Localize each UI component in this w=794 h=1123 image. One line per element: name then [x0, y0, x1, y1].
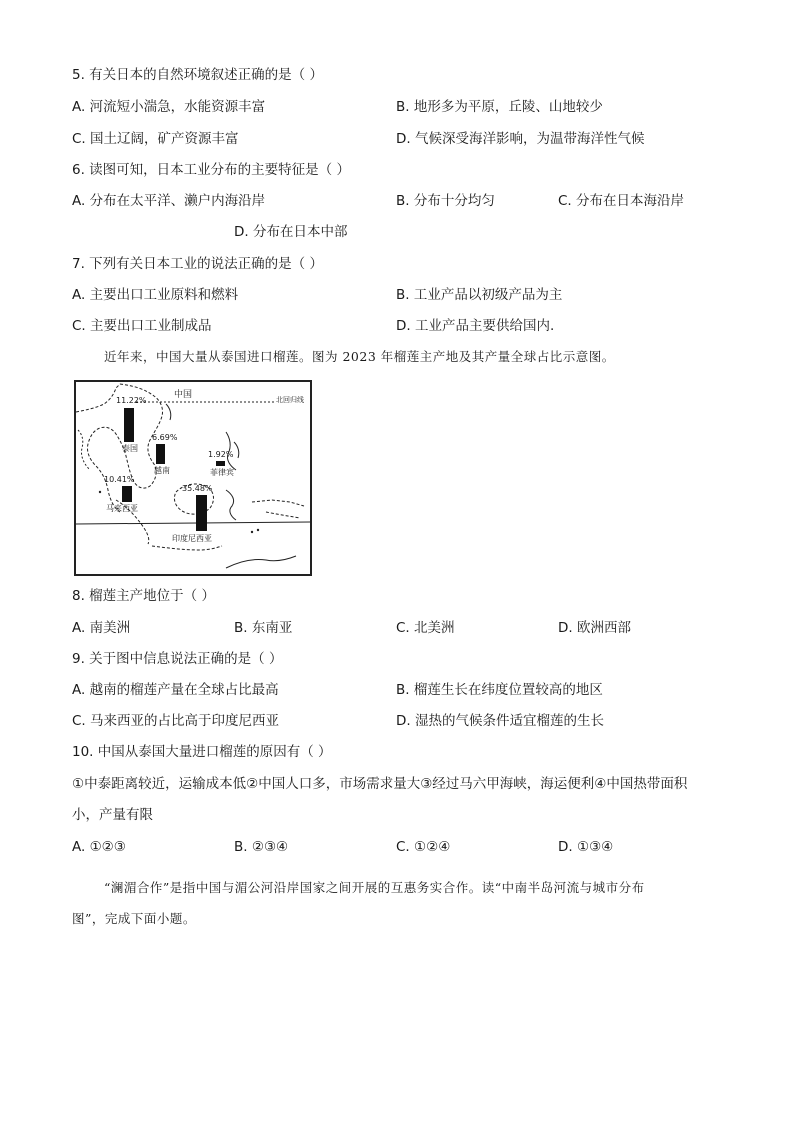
taiwan-shape	[166, 404, 171, 420]
label-thailand-pct: 11.22%	[116, 396, 147, 405]
q7-option-c: C. 主要出口工业制成品	[72, 318, 212, 334]
q6-option-b: B. 分布十分均匀	[396, 193, 495, 209]
label-philippines: 菲律宾	[210, 468, 234, 477]
label-philippines-pct: 1.92%	[208, 450, 234, 459]
sulawesi-shape	[226, 490, 236, 520]
q8-option-c: C. 北美洲	[396, 620, 455, 636]
bar-malaysia	[122, 486, 132, 502]
q8-option-d: D. 欧洲西部	[558, 620, 631, 636]
q5-option-c: C. 国土辽阔，矿产资源丰富	[72, 131, 239, 147]
q8-option-b: B. 东南亚	[234, 620, 293, 636]
q7-option-b: B. 工业产品以初级产品为主	[396, 287, 563, 303]
island-dot	[99, 491, 101, 493]
bar-philippines	[216, 461, 225, 466]
q7-option-d: D. 工业产品主要供给国内.	[396, 318, 555, 334]
label-thailand: 泰国	[122, 444, 138, 453]
q10-option-a: A. ①②③	[72, 839, 126, 855]
bar-vietnam	[156, 444, 165, 464]
q6-stem: 6. 读图可知，日本工业分布的主要特征是（ ）	[72, 162, 350, 178]
material-lancang-mekong-line1: “澜湄合作”是指中国与湄公河沿岸国家之间开展的互惠务实合作。读“中南半岛河流与城市分布	[104, 880, 645, 895]
q6-option-c: C. 分布在日本海沿岸	[558, 193, 685, 209]
q9-option-a: A. 越南的榴莲产量在全球占比最高	[72, 682, 279, 698]
q6-option-a: A. 分布在太平洋、濑户内海沿岸	[72, 193, 266, 209]
label-vietnam: 越南	[154, 466, 170, 475]
q9-option-b: B. 榴莲生长在纬度位置较高的地区	[396, 682, 603, 698]
label-tropic: 北回归线	[276, 396, 304, 404]
label-china: 中国	[174, 390, 193, 400]
q10-statements-line1: ①中泰距离较近，运输成本低②中国人口多，市场需求量大③经过马六甲海峡，海运便利④中国热带面积	[72, 776, 688, 792]
durian-map-figure	[74, 380, 312, 576]
label-indonesia: 印度尼西亚	[172, 534, 212, 543]
new-guinea-shape	[252, 500, 304, 518]
q7-stem: 7. 下列有关日本工业的说法正确的是（ ）	[72, 256, 323, 272]
java-shape	[152, 546, 222, 550]
q7-option-a: A. 主要出口工业原料和燃料	[72, 287, 239, 303]
q6-option-d: D. 分布在日本中部	[234, 224, 348, 240]
q5-stem: 5. 有关日本的自然环境叙述正确的是（ ）	[72, 67, 323, 83]
bar-indonesia	[196, 495, 207, 531]
q10-option-c: C. ①②④	[396, 839, 451, 855]
label-vietnam-pct: 6.69%	[152, 433, 178, 442]
india-coast	[78, 430, 90, 470]
q9-stem: 9. 关于图中信息说法正确的是（ ）	[72, 651, 283, 667]
q10-option-d: D. ①③④	[558, 839, 614, 855]
q5-option-b: B. 地形多为平原，丘陵、山地较少	[396, 99, 603, 115]
q10-statements-line2: 小，产量有限	[72, 807, 153, 823]
australia-coast	[226, 556, 296, 568]
q9-option-c: C. 马来西亚的占比高于印度尼西亚	[72, 713, 280, 729]
q9-option-d: D. 湿热的气候条件适宜榴莲的生长	[396, 713, 604, 729]
label-indonesia-pct: 35.48%	[182, 484, 213, 493]
label-malaysia: 马来西亚	[106, 504, 138, 513]
equator-line	[76, 522, 310, 524]
material-lancang-mekong-line2: 图”，完成下面小题。	[72, 911, 196, 926]
island-dot	[257, 529, 259, 531]
q8-stem: 8. 榴莲主产地位于（ ）	[72, 588, 215, 604]
bar-thailand	[124, 408, 134, 442]
q10-stem: 10. 中国从泰国大量进口榴莲的原因有（ ）	[72, 744, 332, 760]
material-durian-intro: 近年来，中国大量从泰国进口榴莲。图为 2023 年榴莲主产地及其产量全球占比示意图。	[104, 349, 615, 364]
q10-option-b: B. ②③④	[234, 839, 289, 855]
label-malaysia-pct: 10.41%	[104, 475, 135, 484]
q5-option-a: A. 河流短小湍急，水能资源丰富	[72, 99, 266, 115]
q8-option-a: A. 南美洲	[72, 620, 131, 636]
q5-option-d: D. 气候深受海洋影响，为温带海洋性气候	[396, 131, 645, 147]
island-dot	[251, 531, 253, 533]
